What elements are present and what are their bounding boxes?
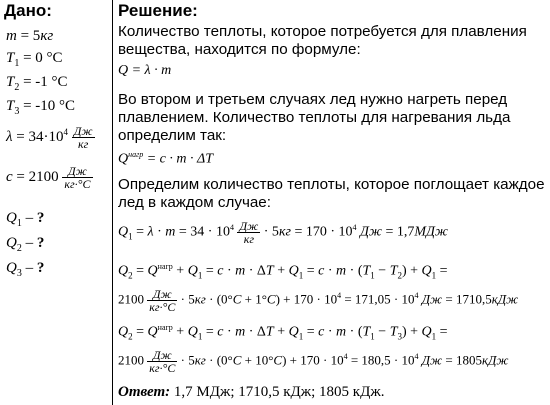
para1-line2: вещества, находится по формуле: (118, 41, 361, 58)
given-c: c = 2100 $\frac{Дж}{кг\cdot^\circ C}$ (6, 164, 91, 191)
formula-q3-line2: 2100 $\frac{Дж}{кг\cdot^\circ C}$ · $5кг \cdot (0^\circ C + 10^\circ C) + 170 \cdot 10^4 = 180,5 \cdot 10^4$ Дж = 1805кДж (118, 348, 509, 375)
formula-q3-line1: $Q_2 = Q^{нагр} + Q_1 = c \cdot m \cdot \Delta T + Q_1 = c \cdot m \cdot (T_1 - T_3) + Q_1$ = (118, 323, 448, 342)
given-q3: $Q_3$ – ? (6, 260, 45, 279)
answer-label: Ответ: (118, 384, 171, 400)
para1-line1: Количество теплоты, которое потребуется для плавления (118, 23, 527, 40)
solution-header: Решение: (118, 1, 198, 20)
given-t3: $T_3 = -10$ °C (6, 98, 76, 117)
formula-melting: Q = λ · m (118, 63, 172, 78)
formula-q2-line1: $Q_2 = Q^{нагр} + Q_1 = c \cdot m \cdot \Delta T + Q_1 = c \cdot m \cdot (T_1 - T_2) + Q_1$ = (118, 262, 448, 281)
para2-line3: определим так: (118, 127, 227, 144)
given-lambda: $\lambda = 34\cdot 10^4$ $\frac{Дж}{кг}$ (6, 124, 93, 151)
given-column (0, 0, 112, 405)
answer-line (118, 384, 384, 401)
given-q1: $Q_1$ – ? (6, 210, 45, 229)
solution-column (118, 0, 548, 405)
given-q2: $Q_2$ – ? (6, 235, 45, 254)
formula-q1: $Q_1 = \lambda \cdot m = 34 \cdot 10^4$ $\frac{Дж}{кг}$ · $5кг = 170 \cdot 10^4$ Дж = 1,7МДж (118, 219, 448, 246)
formula-heating: $Q^{нагр} = c \cdot m \cdot \Delta T$ (118, 150, 213, 167)
given-t2: $T_2 = -1$ °C (6, 74, 68, 93)
given-header: Дано: (4, 1, 52, 20)
given-mass: m = 5кг (6, 28, 54, 44)
answer-text: 1,7 МДж; 1710,5 кДж; 1805 кДж. (173, 384, 385, 400)
para3-line2: лед в каждом случае: (118, 194, 271, 211)
para2-line2: плавлением. Количество теплоты для нагревания льда (118, 109, 511, 126)
formula-q2-line2: 2100 $\frac{Дж}{кг\cdot^\circ C}$ · $5кг \cdot (0^\circ C + 1^\circ C) + 170 \cdot 10^4 = 171,05 \cdot 10^4$ Дж = 1710,5кДж (118, 287, 519, 314)
given-t1: $T_1 = 0$ °C (6, 50, 63, 69)
para2-line1: Во втором и третьем случаях лед нужно нагреть перед (118, 91, 508, 108)
para3-line1: Определим количество теплоты, которое поглощает каждое (118, 176, 545, 193)
column-divider (112, 0, 113, 405)
